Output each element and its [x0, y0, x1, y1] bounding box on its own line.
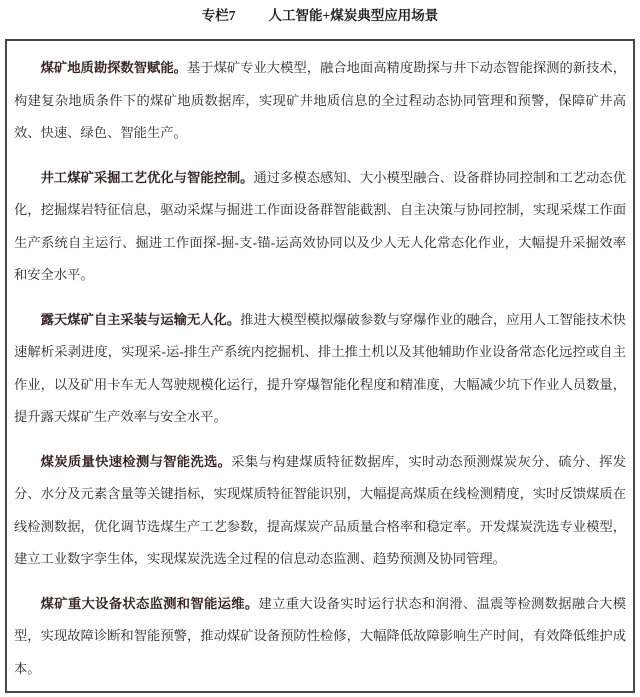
- paragraph-coal-quality: [14, 446, 626, 576]
- box-title-number: 专栏7: [201, 8, 236, 23]
- paragraph-body: 推进大模型模拟爆破参数与穿爆作业的融合，应用人工智能技术快速解析采剥进度，实现采-运-排生产系统内挖掘机、排土推土机以及其他辅助作业设备常态化远控或自主作业，以及矿用卡车无人驾驶规模化运行，提升穿爆智能化程度和精准度，大幅减少坑下作业人员数量，提升露天煤矿生产效率与安全水平。: [14, 311, 627, 424]
- paragraph-underground-mining: [14, 162, 626, 292]
- box-title: [0, 6, 640, 26]
- paragraph-body: 采集与构建煤质特征数据库，实时动态预测煤炭灰分、硫分、挥发分、水分及元素含量等关键指标，实现煤质特征智能识别，大幅提高煤质在线检测精度，实时反馈煤质在线检测数据，优化调节选煤生产工艺参数，提高煤炭产品质量合格率和稳定率。开发煤炭洗选专业模型，建立工业数字孪生体，实现煤炭洗选全过程的信息动态监测、趋势预测及协同管理。: [14, 453, 626, 566]
- paragraph-body: 建立重大设备实时运行状态和润滑、温震等检测数据融合大模型，实现故障诊断和智能预警，推动煤矿设备预防性检修，大幅降低故障影响生产时间，有效降低维护成本。: [14, 595, 627, 676]
- paragraph-geology: [14, 52, 626, 150]
- paragraph-lead: 井工煤矿采掘工艺优化与智能控制。: [40, 169, 254, 185]
- paragraph-body: 基于煤矿专业大模型，融合地面高精度勘探与井下动态智能探测的新技术，构建复杂地质条件下的煤矿地质数据库，实现矿井地质信息的全过程动态协同管理和预警，保障矿井高效、快速、绿色、智能生产。: [14, 60, 627, 140]
- paragraph-equipment-monitoring: [14, 588, 626, 686]
- paragraph-openpit-transport: [14, 304, 626, 434]
- paragraph-body: 通过多模态感知、大小模型融合、设备群协同控制和工艺动态优化，挖掘煤岩特征信息，驱动采煤与掘进工作面设备群智能截割、自主决策与协同控制，实现采煤工作面生产系统自主运行、掘进工作面探-掘-支-锚-运高效协同以及少人无人化常态化作业，大幅提升采掘效率和安全水平。: [14, 169, 627, 282]
- paragraph-lead: 煤矿重大设备状态监测和智能运维。: [40, 595, 259, 611]
- paragraph-lead: 露天煤矿自主采装与运输无人化。: [40, 311, 241, 327]
- content-box: [5, 39, 635, 693]
- paragraph-lead: 煤矿地质勘探数智赋能。: [40, 60, 187, 75]
- paragraph-lead: 煤炭质量快速检测与智能洗选。: [40, 453, 232, 469]
- box-title-text: 人工智能+煤炭典型应用场景: [268, 8, 439, 23]
